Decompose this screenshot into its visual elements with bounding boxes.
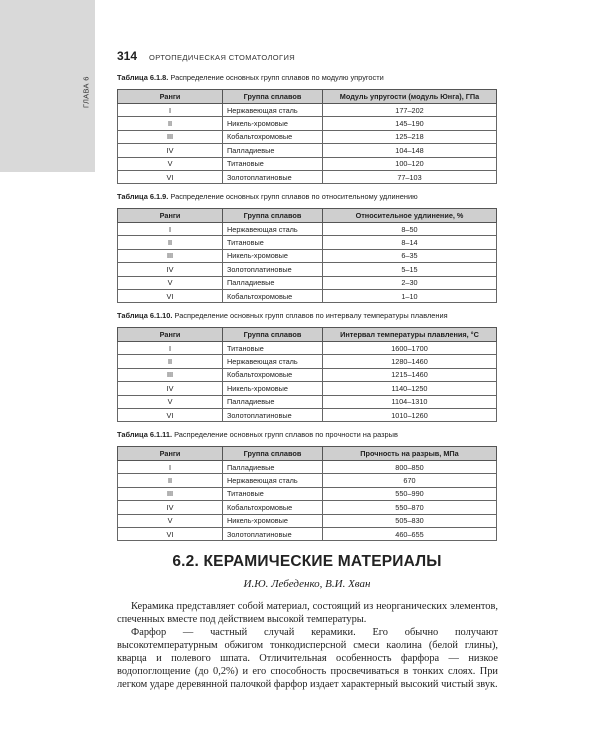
value-cell: 1600–1700 xyxy=(323,342,497,355)
rank-cell: VI xyxy=(118,527,223,540)
alloy-cell: Нержавеющая сталь xyxy=(223,355,323,368)
table-caption-text: Распределение основных групп сплавов по модулю упругости xyxy=(168,73,384,82)
body-text xyxy=(117,600,498,691)
rank-cell: IV xyxy=(118,501,223,514)
table-caption-label: Таблица 6.1.8. xyxy=(117,73,169,82)
value-cell: 77–103 xyxy=(323,170,497,183)
section-authors: И.Ю. Лебеденко, В.И. Хван xyxy=(243,578,371,590)
rank-cell: VI xyxy=(118,289,223,302)
table-row xyxy=(118,276,497,289)
table-row xyxy=(118,117,497,130)
alloy-cell: Кобальтохромовые xyxy=(223,289,323,302)
alloy-cell: Кобальтохромовые xyxy=(223,368,323,381)
value-cell: 1010–1260 xyxy=(323,408,497,421)
alloy-cell: Никель-хромовые xyxy=(223,249,323,262)
table-row xyxy=(118,170,497,183)
alloy-cell: Золотоплатиновые xyxy=(223,170,323,183)
alloy-cell: Никель-хромовые xyxy=(223,514,323,527)
alloy-cell: Кобальтохромовые xyxy=(223,501,323,514)
table-row xyxy=(118,104,497,117)
value-cell: 550–870 xyxy=(323,501,497,514)
table-caption xyxy=(117,192,497,201)
table-row xyxy=(118,289,497,302)
table-row xyxy=(118,157,497,170)
alloy-cell: Титановые xyxy=(223,157,323,170)
table-row xyxy=(118,501,497,514)
running-title: ОРТОПЕДИЧЕСКАЯ СТОМАТОЛОГИЯ xyxy=(149,53,296,62)
header-cell: Группа сплавов xyxy=(223,328,323,342)
value-cell: 670 xyxy=(323,474,497,487)
paragraph: Фарфор — частный случай керамики. Его обычно получают высокотемпературным обжигом тонкодисперсной смеси каолина (белой глины), кварца и полевого шпата. Отличительная особенность фарфора — низкое водопоглощение (до 0,2%) и его способность просвечиваться в тонких слоях. При легком ударе деревянной палочкой фарфор издает характерный высокий чистый звук. xyxy=(117,627,498,690)
rank-cell: II xyxy=(118,474,223,487)
table-tensile-strength xyxy=(117,446,497,541)
alloy-cell: Палладиевые xyxy=(223,144,323,157)
alloy-cell: Никель-хромовые xyxy=(223,117,323,130)
table-row xyxy=(118,263,497,276)
alloy-cell: Золотоплатиновые xyxy=(223,408,323,421)
table-melting-range xyxy=(117,327,497,422)
table-caption-text: Распределение основных групп сплавов по относительному удлинению xyxy=(168,192,418,201)
table-row xyxy=(118,474,497,487)
table-caption xyxy=(117,311,497,320)
header-cell: Модуль упругости (модуль Юнга), ГПа xyxy=(323,90,497,104)
value-cell: 1104–1310 xyxy=(323,395,497,408)
rank-cell: VI xyxy=(118,408,223,421)
header-cell: Группа сплавов xyxy=(223,447,323,461)
table-caption-label: Таблица 6.1.10. xyxy=(117,311,173,320)
table-row xyxy=(118,355,497,368)
table-row xyxy=(118,223,497,236)
table-elongation xyxy=(117,208,497,303)
rank-cell: III xyxy=(118,487,223,500)
rank-cell: III xyxy=(118,130,223,143)
rank-cell: IV xyxy=(118,144,223,157)
rank-cell: VI xyxy=(118,170,223,183)
alloy-cell: Золотоплатиновые xyxy=(223,527,323,540)
alloy-cell: Титановые xyxy=(223,487,323,500)
table-row xyxy=(118,342,497,355)
table-row xyxy=(118,487,497,500)
value-cell: 800–850 xyxy=(323,461,497,474)
value-cell: 8–50 xyxy=(323,223,497,236)
value-cell: 1215–1460 xyxy=(323,368,497,381)
page-header xyxy=(117,49,517,65)
value-cell: 1–10 xyxy=(323,289,497,302)
alloy-cell: Палладиевые xyxy=(223,276,323,289)
header-cell: Ранги xyxy=(118,447,223,461)
alloy-cell: Нержавеющая сталь xyxy=(223,223,323,236)
header-cell: Ранги xyxy=(118,90,223,104)
value-cell: 1140–1250 xyxy=(323,382,497,395)
table-row xyxy=(118,527,497,540)
table-caption xyxy=(117,73,497,82)
rank-cell: V xyxy=(118,395,223,408)
alloy-cell: Палладиевые xyxy=(223,395,323,408)
section-title: 6.2. КЕРАМИЧЕСКИЕ МАТЕРИАЛЫ xyxy=(172,553,442,570)
alloy-cell: Титановые xyxy=(223,236,323,249)
table-elastic-modulus xyxy=(117,89,497,184)
rank-cell: I xyxy=(118,342,223,355)
table-row xyxy=(118,144,497,157)
alloy-cell: Нержавеющая сталь xyxy=(223,104,323,117)
rank-cell: I xyxy=(118,461,223,474)
alloy-cell: Никель-хромовые xyxy=(223,382,323,395)
table-row xyxy=(118,514,497,527)
rank-cell: IV xyxy=(118,382,223,395)
value-cell: 2–30 xyxy=(323,276,497,289)
table-row xyxy=(118,461,497,474)
value-cell: 505–830 xyxy=(323,514,497,527)
rank-cell: II xyxy=(118,117,223,130)
header-cell: Группа сплавов xyxy=(223,90,323,104)
header-cell: Группа сплавов xyxy=(223,209,323,223)
table-row xyxy=(118,249,497,262)
value-cell: 1280–1460 xyxy=(323,355,497,368)
header-cell: Прочность на разрыв, МПа xyxy=(323,447,497,461)
value-cell: 100–120 xyxy=(323,157,497,170)
rank-cell: V xyxy=(118,157,223,170)
rank-cell: V xyxy=(118,514,223,527)
table-caption-text: Распределение основных групп сплавов по прочности на разрыв xyxy=(172,430,398,439)
alloy-cell: Титановые xyxy=(223,342,323,355)
alloy-cell: Золотоплатиновые xyxy=(223,263,323,276)
header-cell: Интервал температуры плавления, °С xyxy=(323,328,497,342)
table-row xyxy=(118,382,497,395)
table-caption-label: Таблица 6.1.9. xyxy=(117,192,169,201)
table-row xyxy=(118,395,497,408)
value-cell: 104–148 xyxy=(323,144,497,157)
header-cell: Относительное удлинение, % xyxy=(323,209,497,223)
value-cell: 550–990 xyxy=(323,487,497,500)
value-cell: 8–14 xyxy=(323,236,497,249)
alloy-cell: Нержавеющая сталь xyxy=(223,474,323,487)
table-caption-label: Таблица 6.1.11. xyxy=(117,430,173,439)
rank-cell: I xyxy=(118,104,223,117)
table-caption-text: Распределение основных групп сплавов по интервалу температуры плавления xyxy=(172,311,448,320)
table-row xyxy=(118,130,497,143)
header-cell: Ранги xyxy=(118,209,223,223)
alloy-cell: Палладиевые xyxy=(223,461,323,474)
header-cell: Ранги xyxy=(118,328,223,342)
value-cell: 6–35 xyxy=(323,249,497,262)
rank-cell: I xyxy=(118,223,223,236)
chapter-tab: ГЛАВА 6 xyxy=(81,76,91,108)
value-cell: 5–15 xyxy=(323,263,497,276)
rank-cell: IV xyxy=(118,263,223,276)
value-cell: 145–190 xyxy=(323,117,497,130)
value-cell: 460–655 xyxy=(323,527,497,540)
rank-cell: V xyxy=(118,276,223,289)
table-row xyxy=(118,408,497,421)
alloy-cell: Кобальтохромовые xyxy=(223,130,323,143)
table-row xyxy=(118,236,497,249)
value-cell: 177–202 xyxy=(323,104,497,117)
value-cell: 125–218 xyxy=(323,130,497,143)
table-caption xyxy=(117,430,497,439)
rank-cell: III xyxy=(118,249,223,262)
table-row xyxy=(118,368,497,381)
paragraph: Керамика представляет собой материал, состоящий из неорганических элементов, спеченных вместе под действием высокой температуры. xyxy=(117,601,498,625)
rank-cell: II xyxy=(118,236,223,249)
rank-cell: II xyxy=(118,355,223,368)
page-number: 314 xyxy=(117,49,138,63)
rank-cell: III xyxy=(118,368,223,381)
